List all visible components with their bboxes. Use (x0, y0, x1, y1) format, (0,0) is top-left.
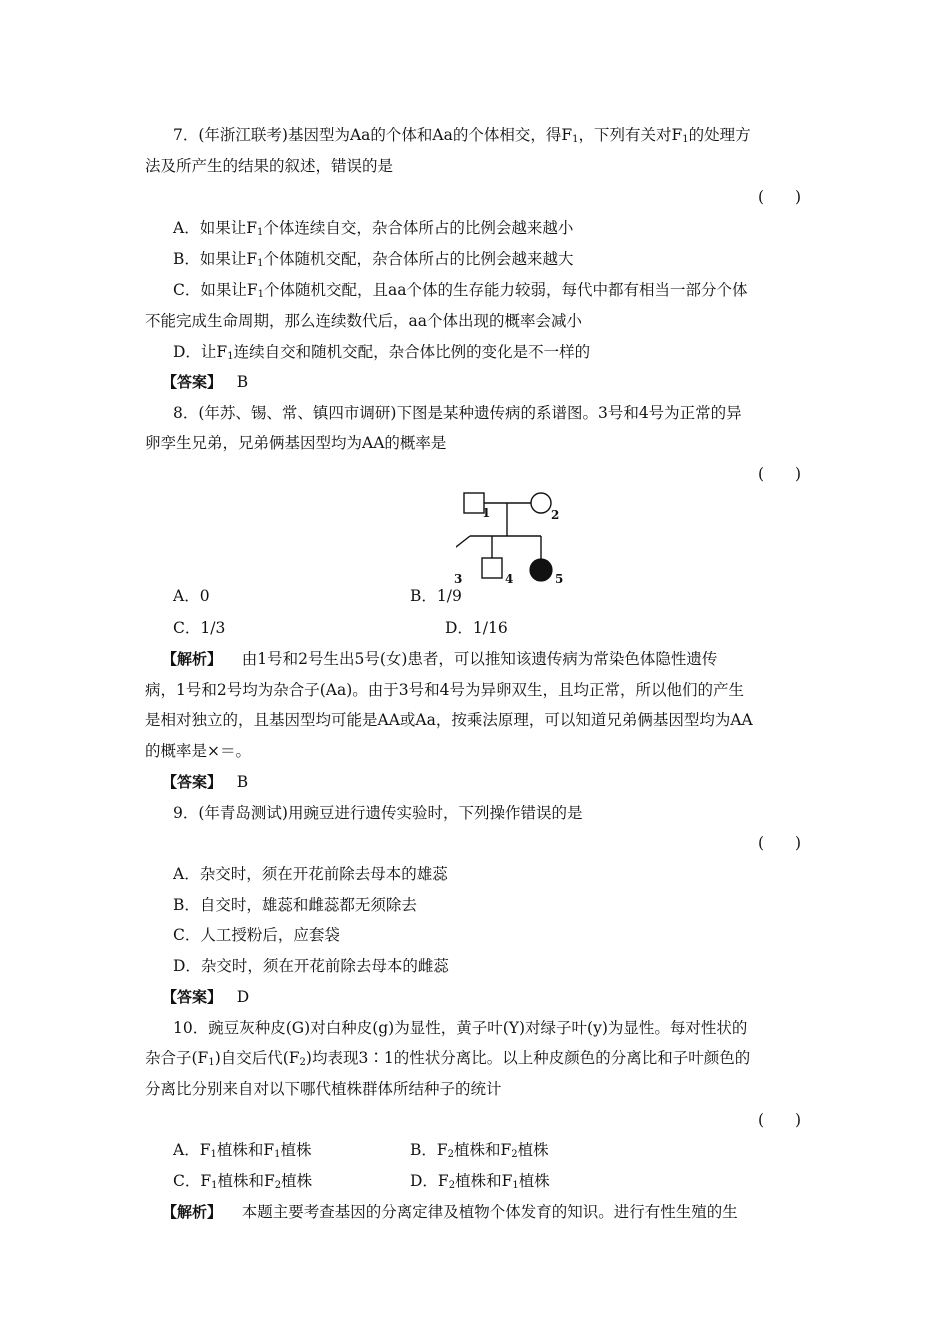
q8-analysis-line3: 是相对独立的，且基因型均可能是AA或Aa，按乘法原理，可以知道兄弟俩基因型均为AA (145, 711, 753, 729)
pedigree-individual-5-affected (530, 559, 552, 581)
q8-stem-line1: 8．(年苏、锡、常、镇四市调研)下图是某种遗传病的系谱图。3号和4号为正常的异 (173, 404, 742, 422)
q10-option-c: C．$F_1$植株和$F_2$植株 (173, 1172, 313, 1191)
q8-stem-line2: 卵孪生兄弟，兄弟俩基因型均为AA的概率是 (145, 434, 447, 452)
q10-answer-bracket: ( ) (758, 1111, 802, 1129)
pedigree-label-1: 1 (482, 506, 491, 520)
q8-option-c: C．1/3 (173, 619, 226, 637)
q7-stem-line1: 7．(年浙江联考)基因型为Aa的个体和Aa的个体相交，得$F_1$，下列有关对$F_1$的处理方 (173, 126, 751, 145)
q7-answer: 【答案】 B (162, 373, 249, 391)
pedigree-sibship-line-left (456, 536, 470, 558)
pedigree-label-4: 4 (505, 572, 514, 586)
q7-option-c-line2: 不能完成生命周期，那么连续数代后，aa个体出现的概率会减小 (145, 312, 582, 330)
q8-answer: 【答案】 B (162, 773, 249, 791)
q10-option-a: A．$F_1$植株和$F_1$植株 (173, 1141, 312, 1160)
q10-stem-line3: 分离比分别来自对以下哪代植株群体所结种子的统计 (145, 1080, 502, 1098)
q10-option-b: B．$F_2$植株和$F_2$植株 (410, 1141, 549, 1160)
pedigree-individual-1 (464, 493, 484, 513)
q7-option-a: A．如果让$F_1$个体连续自交，杂合体所占的比例会越来越小 (173, 219, 574, 238)
q7-answer-bracket: ( ) (758, 188, 802, 206)
q8-analysis-line4: 的概率是×＝。 (145, 742, 251, 760)
q10-option-d: D．$F_2$植株和$F_1$植株 (410, 1172, 550, 1191)
q9-option-d: D．杂交时，须在开花前除去母本的雌蕊 (173, 957, 449, 975)
q9-option-c: C．人工授粉后，应套袋 (173, 926, 340, 944)
q7-option-c: C．如果让$F_1$个体随机交配，且aa个体的生存能力较弱，每代中都有相当一部分个体 (173, 281, 748, 300)
pedigree-label-2: 2 (551, 508, 560, 522)
q9-answer: 【答案】 D (162, 988, 250, 1006)
q10-stem-line1: 10．豌豆灰种皮(G)对白种皮(g)为显性，黄子叶(Y)对绿子叶(y)为显性。每对性状的 (173, 1019, 748, 1037)
q7-option-b: B．如果让$F_1$个体随机交配，杂合体所占的比例会越来越大 (173, 250, 574, 269)
q8-option-d: D．1/16 (445, 619, 508, 637)
pedigree-individual-2 (531, 493, 551, 513)
pedigree-label-3: 3 (454, 572, 463, 586)
q7-stem-line2: 法及所产生的结果的叙述，错误的是 (145, 157, 394, 175)
q8-analysis-line2: 病，1号和2号均为杂合子(Aa)。由于3号和4号为异卵双生，且均正常，所以他们的产生 (145, 681, 744, 699)
q8-answer-bracket: ( ) (758, 465, 802, 483)
q9-option-a: A．杂交时，须在开花前除去母本的雄蕊 (173, 865, 448, 883)
q8-option-b: B．1/9 (410, 587, 462, 605)
q8-analysis-line1: 【解析】 由1号和2号生出5号(女)患者，可以推知该遗传病为常染色体隐性遗传 (162, 650, 718, 668)
q9-option-b: B．自交时，雄蕊和雌蕊都无须除去 (173, 896, 417, 914)
pedigree-individual-4 (482, 558, 502, 578)
q10-analysis-line1: 【解析】 本题主要考查基因的分离定律及植物个体发育的知识。进行有性生殖的生 (162, 1203, 738, 1221)
q10-stem-line2: 杂合子$(F_1)$自交后代$(F_2)$均表现3∶1的性状分离比。以上种皮颜色的分离比和子叶颜色的 (145, 1049, 751, 1068)
q9-stem-line1: 9．(年青岛测试)用豌豆进行遗传实验时，下列操作错误的是 (173, 804, 583, 822)
pedigree-label-5: 5 (555, 572, 564, 586)
q8-option-a: A．0 (173, 587, 210, 605)
q9-answer-bracket: ( ) (758, 834, 802, 852)
q7-option-d: D．让$F_1$连续自交和随机交配，杂合体比例的变化是不一样的 (173, 343, 591, 362)
